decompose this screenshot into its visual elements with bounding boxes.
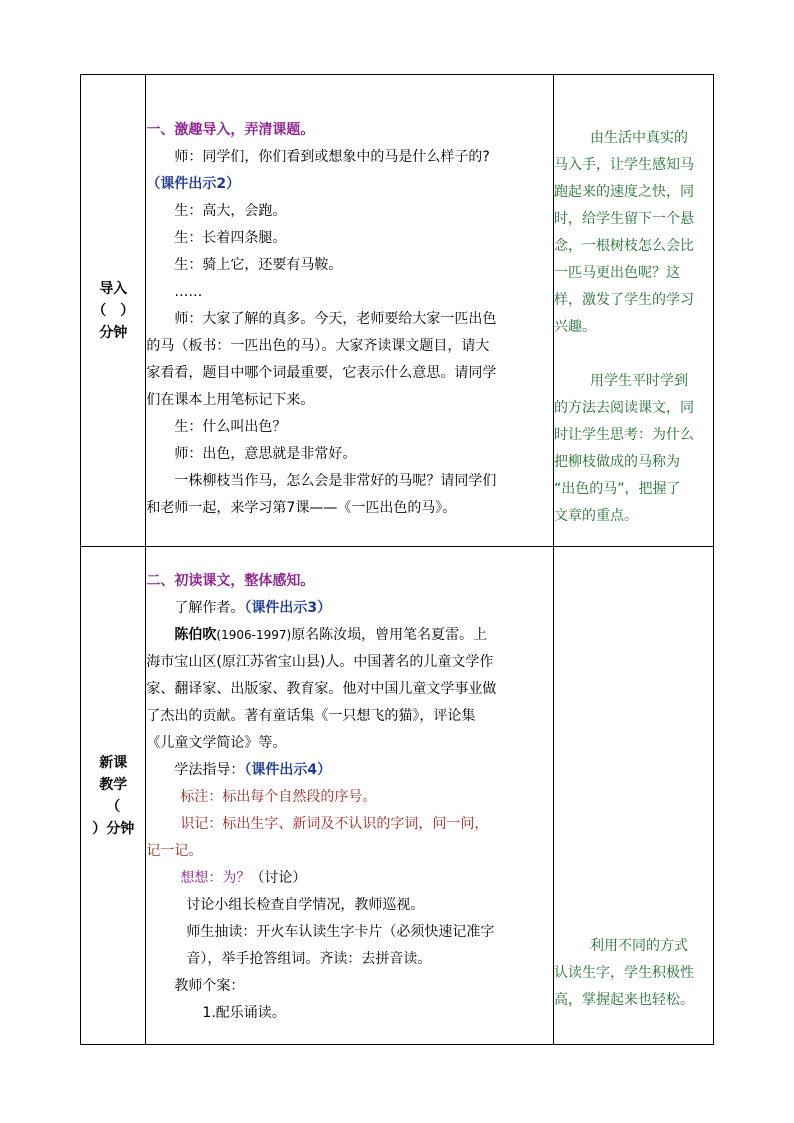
content-cell-new-lesson <box>146 547 554 1045</box>
text-line: 生：什么叫出色？ <box>174 418 287 435</box>
stage-label: （ <box>106 798 121 815</box>
author-name: 陈伯吹 <box>174 627 217 643</box>
text-line: 生：长着四条腿。 <box>174 229 287 246</box>
note-spacer <box>554 341 713 368</box>
stage-label: （ ） <box>92 302 135 319</box>
note-line: 把柳枝做成的马称为 <box>553 454 680 470</box>
text-line: 的马（板书：一匹出色的马）。大家齐读课文题目，请大 <box>146 337 490 354</box>
text-run: 学法指导： <box>174 762 245 778</box>
note-line: 样，激发了学生的学习 <box>553 292 694 308</box>
text-line: 师：同学们，你们看到或想象中的马是什么样子的? <box>174 148 490 165</box>
text-line <box>146 595 553 622</box>
notes-cell-intro <box>553 75 713 547</box>
text-line: 识记：标出生字、新词及不认识的字词，问一问， <box>180 816 489 832</box>
text-line: 家看看，题目中哪个词最重要，它表示什么意思。请同学 <box>146 364 497 381</box>
stage-cell-new-lesson <box>81 547 146 1045</box>
text-run: 想想：为？ <box>180 870 251 886</box>
note-line: 利用不同的方式 <box>589 938 688 954</box>
text-line: 师生抽读：开火车认读生字卡片（必须快速记准字 <box>186 924 495 940</box>
stage-label: 导入 <box>99 280 128 297</box>
stage-label: 教学 <box>99 776 128 793</box>
note-line: 文章的重点。 <box>553 508 638 524</box>
text-line: 生：高大，会跑。 <box>174 202 287 219</box>
text-line: 了杰出的贡献。著有童话集《一只想飞的猫》，评论集 <box>146 708 476 724</box>
courseware-tag: （课件出示3） <box>244 600 332 616</box>
text-line: 师：大家了解的真多。今天，老师要给大家一匹出色 <box>174 310 497 327</box>
author-years: (1906-1997) <box>216 628 292 642</box>
text-line: 们在课本上用笔标记下来。 <box>146 391 315 408</box>
note-line: 的方法去阅读课文，同 <box>553 400 694 416</box>
text-line <box>146 757 553 784</box>
text-line <box>146 865 553 892</box>
note-line: “出色的马”，把握了 <box>553 481 681 497</box>
note-line: 兴趣。 <box>553 319 596 335</box>
note-line: 一匹马更出色呢？这 <box>553 265 680 281</box>
table-row <box>81 547 714 1045</box>
text-line: 音），举手抢答组词。齐读：去拼音读。 <box>186 951 432 967</box>
text-line: 家、翻译家、出版家、教育家。他对中国儿童文学事业做 <box>146 681 497 697</box>
stage-label: ）分钟 <box>92 820 135 837</box>
courseware-tag: （课件出示4） <box>244 762 332 778</box>
stage-cell-intro <box>81 75 146 547</box>
text-line: 教师个案： <box>174 978 245 994</box>
text-line: 《儿童文学简论》等。 <box>146 735 287 751</box>
note-line: 由生活中真实的 <box>589 130 688 146</box>
text-line: 和老师一起，来学习第7课——《一匹出色的马》。 <box>146 499 457 516</box>
note-line: 马入手，让学生感知马 <box>553 157 694 173</box>
note-line: 认读生字，学生积极性 <box>553 965 694 981</box>
text-line: 师：出色，意思就是非常好。 <box>174 445 357 462</box>
note-line: 用学生平时学到 <box>589 373 688 389</box>
text-line: 一株柳枝当作马，怎么会是非常好的马呢？请同学们 <box>174 472 497 489</box>
text-line <box>146 622 553 649</box>
text-line: 讨论小组长检查自学情况，教师巡视。 <box>186 897 425 913</box>
note-line: 跑起来的速度之快，同 <box>553 184 694 200</box>
section-title: 二、初读课文，整体感知。 <box>146 573 315 589</box>
note-line: 高，掌握起来也轻松。 <box>553 992 694 1008</box>
text-run: 了解作者。 <box>174 600 245 616</box>
section-title: 一、激趣导入，弄清课题。 <box>146 121 315 138</box>
stage-label: 分钟 <box>99 324 128 341</box>
text-line: 1.配乐诵读。 <box>202 1005 286 1021</box>
lesson-plan-table <box>80 74 714 1045</box>
note-line: 时让学生思考：为什么 <box>553 427 694 443</box>
text-line: 海市宝山区(原江苏省宝山县)人。中国著名的儿童文学作 <box>146 654 494 670</box>
text-line: 标注：标出每个自然段的序号。 <box>180 789 377 805</box>
note-line: 念，一根树枝怎么会比 <box>553 238 694 254</box>
text-line: 生：骑上它，还要有马鞍。 <box>174 256 343 273</box>
text-run: （讨论） <box>250 870 307 886</box>
table-row <box>81 75 714 547</box>
text-line: …… <box>174 283 203 300</box>
courseware-tag: （课件出示2） <box>146 175 241 192</box>
stage-label: 新课 <box>99 754 128 771</box>
note-line: 时，给学生留下一个悬 <box>553 211 694 227</box>
text-run: 原名陈汝埙，曾用笔名夏雷。上 <box>291 627 488 643</box>
text-line: 记一记。 <box>146 843 203 859</box>
notes-cell-new-lesson <box>553 547 713 1045</box>
content-cell-intro <box>146 75 554 547</box>
